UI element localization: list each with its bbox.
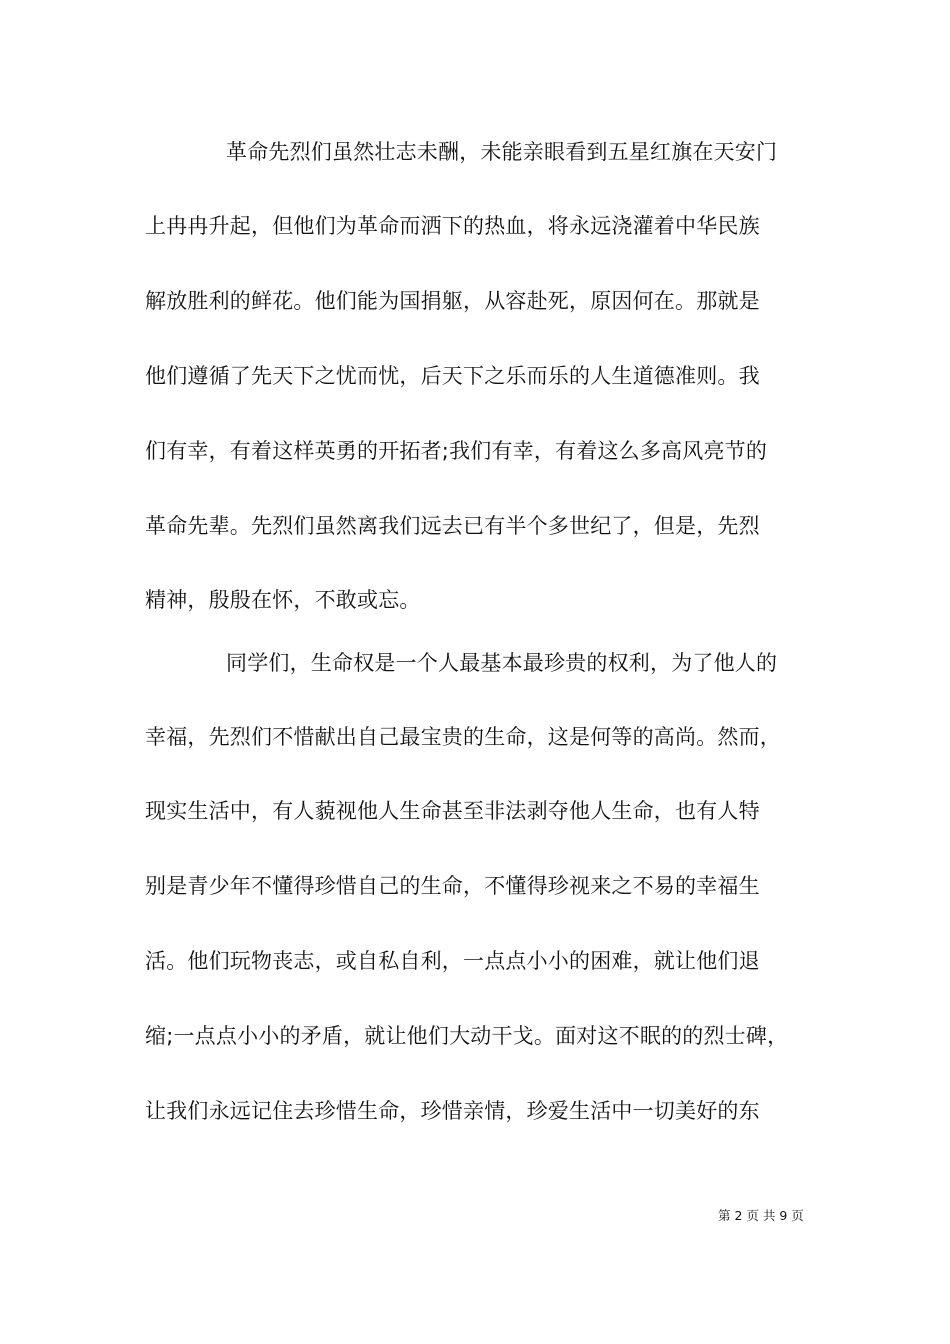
page-number: 第 2 页 共 9 页 <box>718 1208 804 1223</box>
paragraph-1-line-6: 革命先辈。先烈们虽然离我们远去已有半个多世纪了，但是，先烈 <box>145 514 760 538</box>
paragraph-2-line-6: 缩;一点点小小的矛盾，就让他们大动干戈。面对这不眠的的烈士碑， <box>145 1024 789 1048</box>
paragraph-2-line-5: 活。他们玩物丧志，或自私自利，一点点小小的困难，就让他们退 <box>145 949 760 973</box>
paragraph-1-line-2: 上冉冉升起，但他们为革命而洒下的热血，将永远浇灌着中华民族 <box>145 214 760 238</box>
paragraph-1-line-5: 们有幸，有着这样英勇的开拓者;我们有幸，有着这么多高风亮节的 <box>145 439 768 463</box>
paragraph-2-line-7: 让我们永远记住去珍惜生命，珍惜亲情，珍爱生活中一切美好的东 <box>145 1099 760 1123</box>
paragraph-1-line-3: 解放胜利的鲜花。他们能为国捐躯，从容赴死，原因何在。那就是 <box>145 289 760 313</box>
paragraph-1-line-4: 他们遵循了先天下之忧而忧，后天下之乐而乐的人生道德准则。我 <box>145 364 760 388</box>
paragraph-1-line-1: 革命先烈们虽然壮志未酬，未能亲眼看到五星红旗在天安门 <box>226 140 778 164</box>
paragraph-2-line-4: 别是青少年不懂得珍惜自己的生命，不懂得珍视来之不易的幸福生 <box>145 874 760 898</box>
paragraph-2-line-1: 同学们，生命权是一个人最基本最珍贵的权利，为了他人的 <box>226 651 778 675</box>
paragraph-1-line-7: 精神，殷殷在怀，不敢或忘。 <box>145 588 421 612</box>
paragraph-2-line-3: 现实生活中，有人藐视他人生命甚至非法剥夺他人生命，也有人特 <box>145 799 760 823</box>
paragraph-2-line-2: 幸福，先烈们不惜献出自己最宝贵的生命，这是何等的高尚。然而， <box>145 725 781 749</box>
